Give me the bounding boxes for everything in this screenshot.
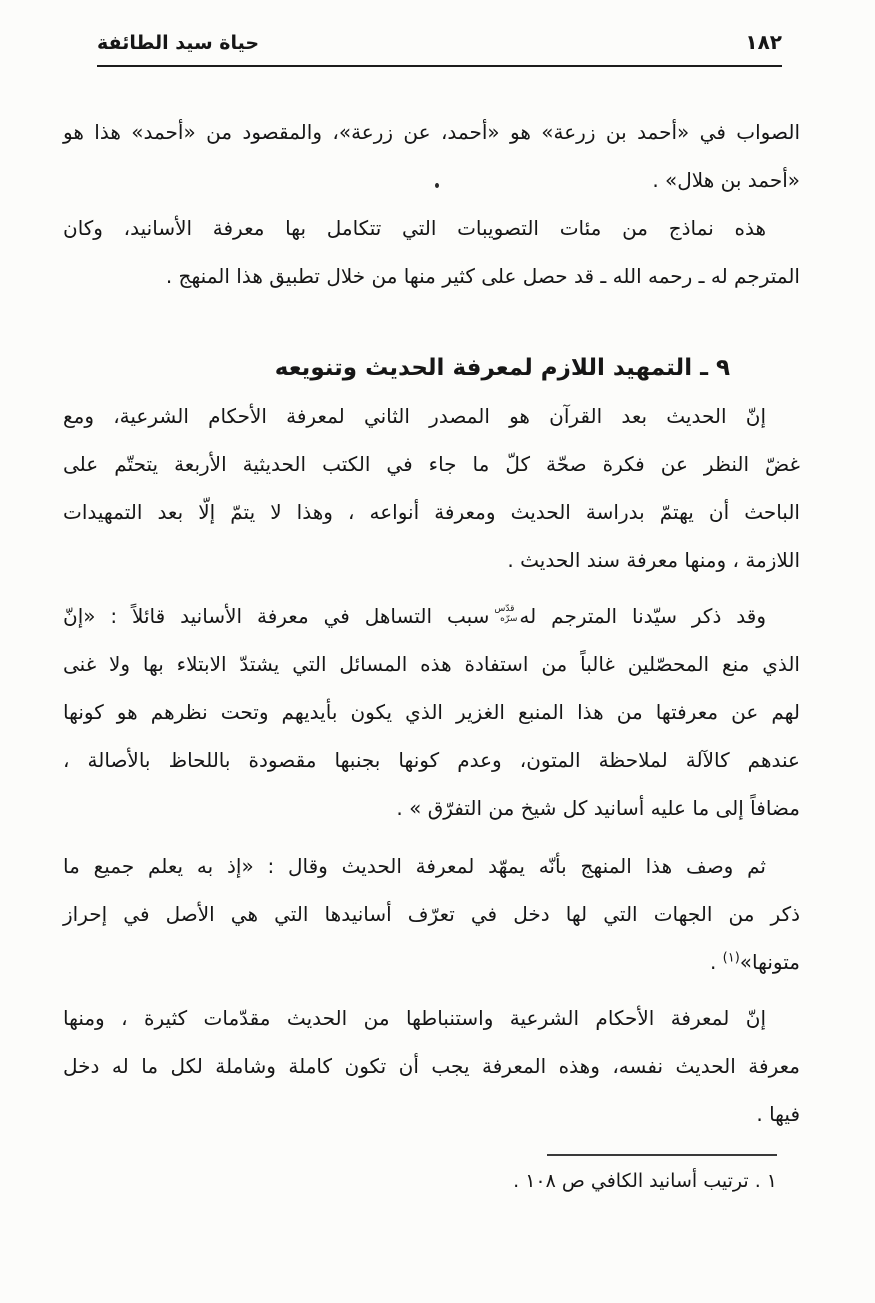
- body-text: [63, 108, 800, 1138]
- text-line: ثم وصف هذا المنهج بأنّه يمهّد لمعرفة الحديث وقال : «إذ به يعلم جميع ما: [63, 854, 766, 878]
- page-header: [97, 30, 782, 67]
- footnote-area: [447, 1154, 777, 1196]
- footnote-text: ١ . ترتيب أسانيد الكافي ص ١٠٨ .: [513, 1170, 777, 1192]
- footnote-divider: [547, 1154, 777, 1156]
- text-line: إنّ الحديث بعد القرآن هو المصدر الثاني لمعرفة الأحكام الشرعية، ومع: [63, 404, 766, 428]
- paragraph: [63, 108, 800, 204]
- text-line: اللازمة ، ومنها معرفة سند الحديث .: [507, 548, 800, 572]
- text-line: فيها .: [756, 1102, 800, 1126]
- text-line: الذي منع المحصّلين غالباً من استفادة هذه المسائل التي يشتدّ الابتلاء بها ولا غنى: [63, 652, 800, 676]
- footnote-reference-1: (١): [722, 950, 740, 966]
- text-segment: .: [709, 950, 723, 974]
- text-segment: متونها»: [739, 950, 800, 974]
- paragraph: [63, 392, 800, 584]
- paragraph: [63, 592, 800, 832]
- page-number: ١٨٢: [745, 30, 782, 54]
- text-line: المترجم له ـ رحمه الله ـ قد حصل على كثير منها من خلال تطبيق هذا المنهج .: [165, 264, 800, 288]
- text-line: عندهم كالآلة لملاحظة المتون، وعدم كونها بجنبها مقصودة باللحاظ بالأصالة ،: [63, 748, 800, 772]
- paragraph: [63, 204, 800, 300]
- text-line: «أحمد بن هلال» .: [652, 168, 800, 192]
- paragraph: [63, 994, 800, 1138]
- book-title: حياة سيد الطائفة: [97, 32, 260, 54]
- text-line: مضافاً إلى ما عليه أسانيد كل شيخ من التفرّق » .: [396, 796, 800, 820]
- text-line: الباحث أن يهتمّ بدراسة الحديث ومعرفة أنواعه ، وهذا لا يتمّ إلّا بعد التمهيدات: [63, 500, 800, 524]
- text-line: معرفة الحديث نفسه، وهذه المعرفة يجب أن تكون كاملة وشاملة لكل ما له دخل: [63, 1054, 800, 1078]
- text-line: غضّ النظر عن فكرة صحّة كلّ ما جاء في الكتب الحديثية الأربعة يتحتّم على: [63, 452, 800, 476]
- text-segment: وقد ذكر سيّدنا المترجم له: [519, 604, 766, 628]
- text-line: ذكر من الجهات التي لها دخل في تعرّف أسانيدها التي هي الأصل في إحراز: [63, 902, 800, 926]
- text-line: [63, 592, 800, 640]
- text-line: هذه نماذج من مئات التصويبات التي تتكامل بها معرفة الأسانيد، وكان: [63, 216, 766, 240]
- quddisa-sirruh-honorific-mark: قدّس سرّه: [494, 603, 518, 624]
- paragraph: [63, 842, 800, 986]
- section-heading: ٩ ـ التمهيد اللازم لمعرفة الحديث وتنويعه: [274, 355, 730, 381]
- text-line: إنّ لمعرفة الأحكام الشرعية واستنباطها من الحديث مقدّمات كثيرة ، ومنها: [63, 1006, 766, 1030]
- text-line: [63, 938, 800, 986]
- text-line: لهم عن معرفتها من هذا المنبع الغزير الذي يكون بأيديهم وتحت نظرهم هو كونها: [63, 700, 800, 724]
- text-segment: سبب التساهل في معرفة الأسانيد قائلاً : «إنّ: [63, 604, 490, 628]
- text-line: الصواب في «أحمد بن زرعة» هو «أحمد، عن زرعة»، والمقصود من «أحمد» هذا هو: [63, 120, 800, 144]
